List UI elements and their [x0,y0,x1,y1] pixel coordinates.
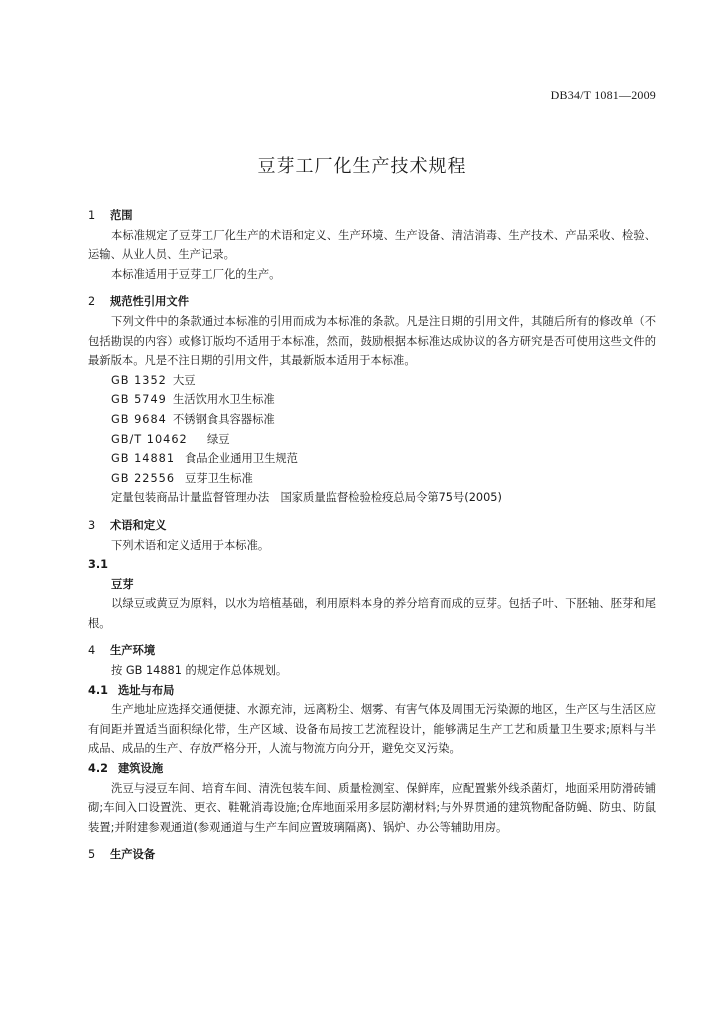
document-body [88,206,656,865]
section-title: 范围 [109,209,133,222]
subsection-number: 3.1 [88,558,109,572]
section-title: 生产环境 [109,644,156,658]
reference-name: 大豆 [173,373,196,387]
reference-item [88,430,656,450]
subsection-title: 建筑设施 [117,762,164,776]
section-number: 5 [88,848,96,862]
section-3-heading [88,516,656,536]
reference-item: 定量包装商品计量监督管理办法 国家质量监督检验检疫总局令第75号(2005) [111,491,502,505]
section-number: 3 [88,518,96,532]
reference-name: 绿豆 [207,432,230,446]
subsection-number: 4.2 [88,762,109,776]
paragraph: 下列文件中的条款通过本标准的引用而成为本标准的条款。凡是注日期的引用文件，其随后所有的修改单（不包括勘误的内容）或修订版均不适用于本标准，然而，鼓励根据本标准达成协议的各方研究是否可使用这些文件的最新版本。凡是不注日期的引用文件，其最新版本适用于本标准。 [88,314,656,368]
section-2-heading [88,292,656,312]
reference-name: 生活饮用水卫生标准 [173,393,275,407]
paragraph: 本标准适用于豆芽工厂化的生产。 [111,267,281,281]
reference-code: GB/T 10462 [111,432,188,446]
term-name: 豆芽 [111,577,134,591]
subsection-number: 4.1 [88,683,109,697]
section-4-heading [88,641,656,661]
subsection-4-2-heading [88,759,656,779]
paragraph: 生产地址应选择交通便捷、水源充沛，远离粉尘、烟雾、有害气体及周围无污染源的地区，生产区与生活区应有间距并置适当面积绿化带，生产区域、设备布局按工艺流程设计，能够满足生产工艺和质量卫生要求;原料与半成品、成品的生产、存放严格分开，人流与物流方向分开，避免交叉污染。 [88,703,656,756]
section-title: 生产设备 [109,848,156,862]
section-number: 4 [88,644,96,658]
reference-name: 豆芽卫生标准 [185,471,253,485]
paragraph: 洗豆与浸豆车间、培育车间、清洗包装车间、质量检测室、保鲜库，应配置紫外线杀菌灯，地面采用防滑砖铺砌;车间入口设置洗、更衣、鞋靴消毒设施;仓库地面采用多层防潮材料;与外界贯通的建筑物配备防蝇、防虫、防鼠装置;并附建参观通道(参观通道与生产车间应置玻璃隔离)、锅炉、办公等辅助用房。 [88,781,656,834]
standard-code: DB34/T 1081—2009 [550,88,656,102]
reference-code: GB 22556 [111,471,176,485]
reference-item [88,469,656,489]
reference-code: GB 14881 [111,452,176,466]
document-title: 豆芽工厂化生产技术规程 [257,156,467,177]
reference-code: GB 1352 [111,373,167,387]
term-definition: 以绿豆或黄豆为原料，以水为培植基础，利用原料本身的养分培育而成的豆芽。包括子叶、下胚轴、胚芽和尾根。 [88,597,656,630]
paragraph: 本标准规定了豆芽工厂化生产的术语和定义、生产环境、生产设备、清洁消毒、生产技术、产品采收、检验、运输、从业人员、生产记录。 [88,228,656,262]
reference-item [88,371,656,391]
section-number: 1 [88,209,96,222]
section-number: 2 [88,295,96,309]
section-title: 术语和定义 [109,518,167,532]
paragraph: 按 GB 14881 的规定作总体规划。 [111,664,288,678]
reference-code: GB 9684 [111,412,167,426]
reference-item [88,449,656,469]
subsection-title: 选址与布局 [117,683,175,697]
section-title: 规范性引用文件 [109,295,190,309]
reference-code: GB 5749 [111,393,167,407]
reference-name: 食品企业通用卫生规范 [185,452,298,466]
paragraph: 下列术语和定义适用于本标准。 [111,538,270,552]
section-5-heading [88,845,656,865]
reference-item [88,410,656,430]
section-1-heading [88,206,656,226]
reference-name: 不锈钢食具容器标准 [173,412,275,426]
reference-item [88,390,656,410]
subsection-4-1-heading [88,681,656,701]
